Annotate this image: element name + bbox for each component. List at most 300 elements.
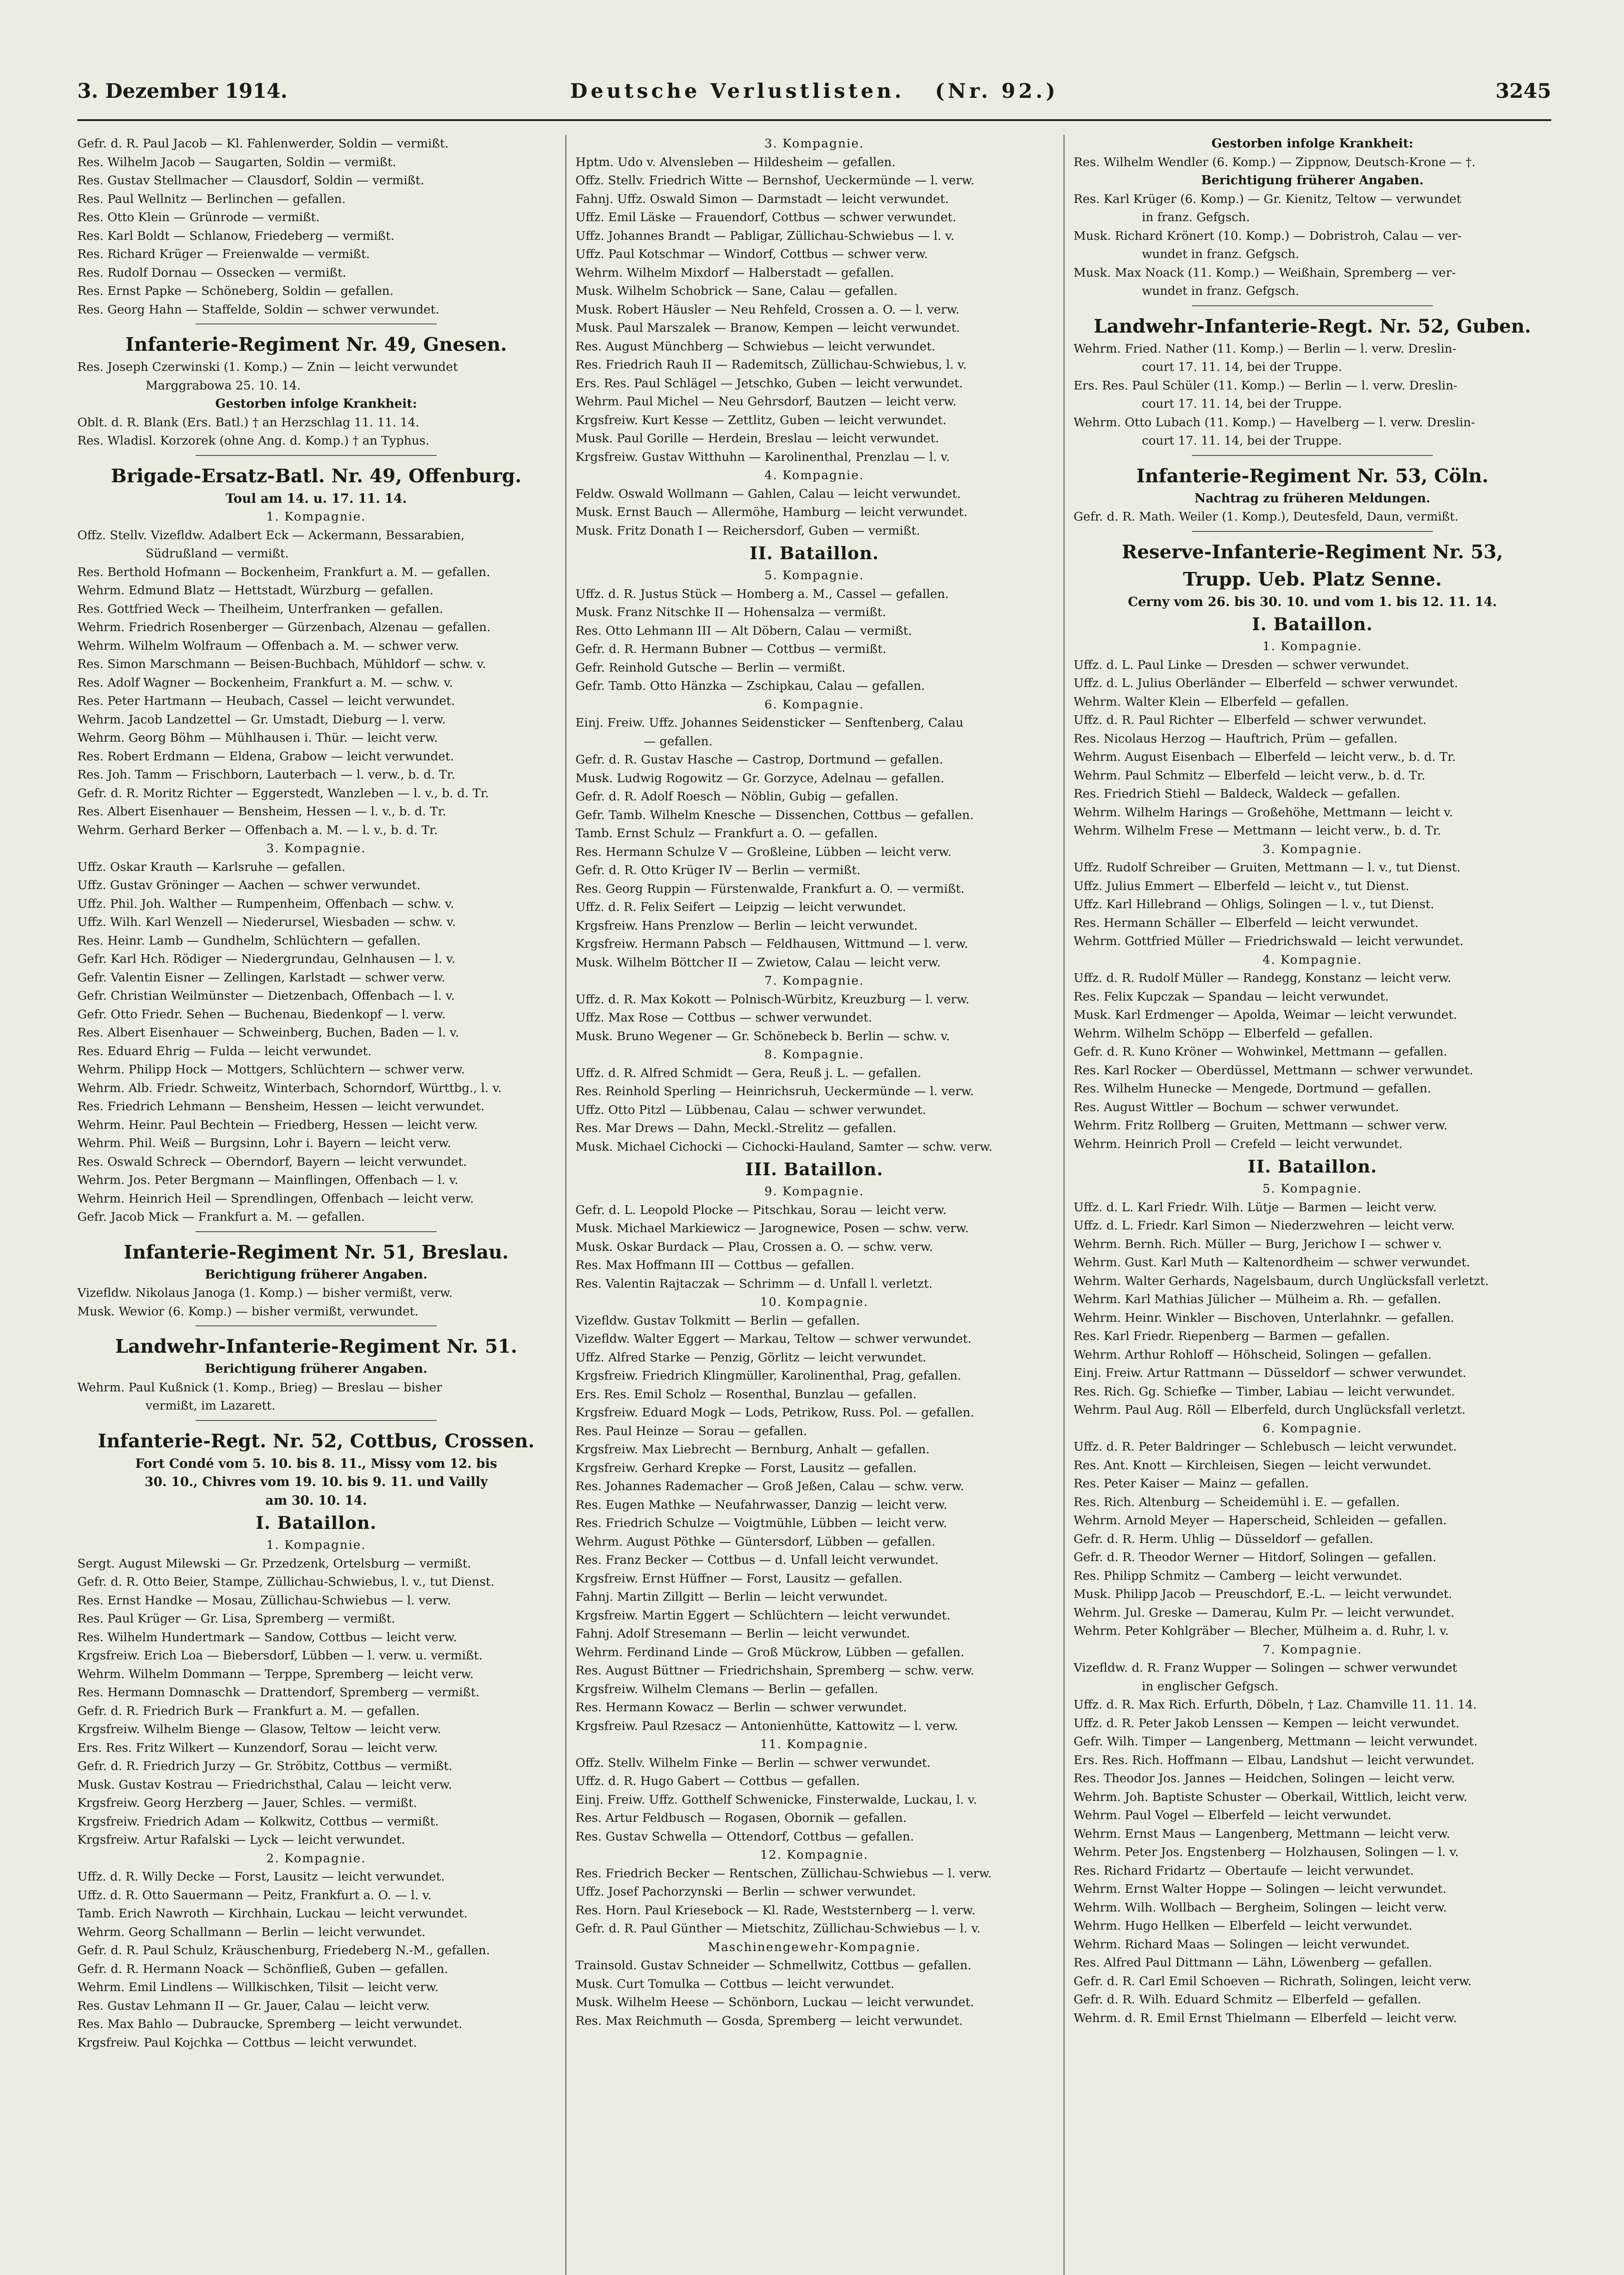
entry-line: Hptm. Udo v. Alvensleben — Hildesheim — gefallen.: [575, 155, 896, 169]
entry-line: Gefr. d. R. Otto Krüger IV — Berlin — vermißt.: [575, 863, 861, 877]
entry-line: Res. Horn. Paul Kriesebock — Kl. Rade, Weststernberg — l. verw.: [575, 1903, 976, 1917]
entry-line: Ers. Res. Paul Schüler (11. Komp.) — Berlin — l. verw. Dreslin-: [1074, 378, 1458, 393]
entry-line: Wehrm. Otto Lubach (11. Komp.) — Havelberg — l. verw. Dreslin-: [1074, 415, 1475, 430]
page-number: 3245: [1495, 80, 1551, 103]
entry-line: Krgsfreiw. Artur Rafalski — Lyck — leicht verwundet.: [77, 1833, 405, 1847]
entry-line: wundet in franz. Gefgsch.: [1142, 284, 1300, 298]
entry-line: Krgsfreiw. Eduard Mogk — Lods, Petrikow, Russ. Pol. — gefallen.: [575, 1405, 974, 1420]
entry-line: Wehrm. Jos. Peter Bergmann — Mainflingen, Offenbach — l. v.: [77, 1173, 459, 1187]
entry-line: Wehrm. Wilhelm Frese — Mettmann — leicht verw., b. d. Tr.: [1074, 824, 1442, 838]
section-note: Nachtrag zu früheren Meldungen.: [1194, 491, 1431, 506]
company-heading: 11. Kompagnie.: [760, 1737, 869, 1751]
entry-line: Uffz. d. R. Otto Sauermann — Peitz, Frankfurt a. O. — l. v.: [77, 1888, 432, 1902]
battle-dates: Cerny vom 26. bis 30. 10. und vom 1. bis 12. 11. 14.: [1128, 594, 1497, 609]
entry-line: Gefr. Karl Hch. Rödiger — Niedergrundau, Gelnhausen — l. v.: [77, 952, 455, 966]
entry-line: Marggrabowa 25. 10. 14.: [146, 378, 301, 393]
company-heading: 4. Kompagnie.: [1262, 952, 1362, 967]
entry-line: wundet in franz. Gefgsch.: [1142, 247, 1300, 261]
battalion-heading: I. Bataillon.: [1252, 614, 1373, 634]
entry-line: Vizefldw. Gustav Tolkmitt — Berlin — gefallen.: [575, 1313, 860, 1328]
entry-line: Res. Friedrich Becker — Rentschen, Züllichau-Schwiebus — l. verw.: [575, 1866, 992, 1881]
battle-dates: 30. 10., Chivres vom 19. 10. bis 9. 11. und Vailly: [144, 1474, 488, 1489]
entry-line: Oblt. d. R. Blank (Ers. Batl.) † an Herzschlag 11. 11. 14.: [77, 415, 419, 430]
entry-line: Gefr. d. R. Wilh. Eduard Schmitz — Elberfeld — gefallen.: [1074, 1992, 1422, 2007]
entry-line: Res. August Büttner — Friedrichshain, Spremberg — schw. verw.: [575, 1663, 975, 1678]
entry-line: Res. Wladisl. Korzorek (ohne Ang. d. Komp.) † an Typhus.: [77, 434, 429, 448]
entry-line: Wehrm. Joh. Baptiste Schuster — Oberkail, Wittlich, leicht verw.: [1074, 1790, 1468, 1804]
regiment-heading: Landwehr-Infanterie-Regt. Nr. 52, Guben.: [1094, 315, 1531, 337]
entry-line: Fahnj. Uffz. Oswald Simon — Darmstadt — leicht verwundet.: [575, 192, 949, 206]
section-rule: [1192, 531, 1433, 532]
entry-line: Res. Theodor Jos. Jannes — Heidchen, Solingen — leicht verw.: [1074, 1771, 1455, 1785]
company-heading: 5. Kompagnie.: [1262, 1182, 1362, 1196]
entry-line: Uffz. Oskar Krauth — Karlsruhe — gefallen.: [77, 859, 346, 874]
entry-line: Res. Karl Rocker — Oberdüssel, Mettmann — schwer verwundet.: [1074, 1063, 1473, 1077]
entry-line: Wehrm. Hugo Hellken — Elberfeld — leicht verwundet.: [1074, 1919, 1412, 1933]
entry-line: Uffz. d. L. Friedr. Karl Simon — Niederzwehren — leicht verw.: [1074, 1218, 1455, 1233]
company-heading: 1. Kompagnie.: [1262, 639, 1362, 653]
entry-line: Wehrm. Wilh. Wollbach — Bergheim, Solingen — leicht verw.: [1074, 1900, 1447, 1915]
entry-line: Gefr. d. R. Math. Weiler (1. Komp.), Deutesfeld, Daun, vermißt.: [1074, 510, 1459, 524]
company-heading: 7. Kompagnie.: [764, 974, 864, 988]
entry-line: Res. Hermann Schulze V — Großleine, Lübben — leicht verw.: [575, 844, 952, 859]
section-rule: [196, 1231, 437, 1232]
entry-line: Uffz. Max Rose — Cottbus — schwer verwundet.: [575, 1011, 873, 1025]
entry-line: Musk. Robert Häusler — Neu Rehfeld, Crossen a. O. — l. verw.: [575, 302, 960, 317]
regiment-heading: Infanterie-Regt. Nr. 52, Cottbus, Crossen.: [98, 1430, 535, 1452]
entry-line: Res. Ernst Papke — Schöneberg, Soldin — gefallen.: [77, 284, 394, 298]
entry-line: Wehrm. Phil. Weiß — Burgsinn, Lohr i. Bayern — leicht verw.: [77, 1136, 451, 1150]
entry-line: Gefr. d. R. Kuno Kröner — Wohwinkel, Mettmann — gefallen.: [1074, 1045, 1447, 1059]
entry-line: Wehrm. Wilhelm Mixdorf — Halberstadt — gefallen.: [575, 265, 894, 280]
entry-line: Res. Johannes Rademacher — Groß Jeßen, Calau — schw. verw.: [575, 1479, 964, 1493]
battalion-heading: I. Bataillon.: [256, 1512, 377, 1533]
entry-line: Res. Ernst Handke — Mosau, Züllichau-Schwiebus — l. verw.: [77, 1593, 451, 1608]
entry-line: Krgsfreiw. Georg Herzberg — Jauer, Schles. — vermißt.: [77, 1796, 418, 1810]
entry-line: Res. Rich. Gg. Schiefke — Timber, Labiau — leicht verwundet.: [1074, 1384, 1455, 1399]
entry-line: Res. Otto Klein — Grünrode — vermißt.: [77, 210, 320, 224]
entry-line: Res. Wilhelm Wendler (6. Komp.) — Zippnow, Deutsch-Krone — †.: [1074, 155, 1476, 169]
entry-line: Uffz. d. R. Alfred Schmidt — Gera, Reuß j. L. — gefallen.: [575, 1066, 922, 1080]
entry-line: Uffz. d. R. Felix Seifert — Leipzig — leicht verwundet.: [575, 900, 906, 914]
entry-line: Res. Max Bahlo — Dubraucke, Spremberg — leicht verwundet.: [77, 2017, 463, 2031]
entry-line: Res. Rich. Altenburg — Scheidemühl i. E. — gefallen.: [1074, 1495, 1400, 1509]
regiment-heading: Infanterie-Regiment Nr. 53, Cöln.: [1136, 465, 1489, 487]
entry-line: Krgsfreiw. Hans Prenzlow — Berlin — leicht verwundet.: [575, 918, 918, 933]
entry-line: Tamb. Ernst Schulz — Frankfurt a. O. — gefallen.: [575, 826, 878, 840]
entry-line: Wehrm. Heinrich Heil — Sprendlingen, Offenbach — leicht verw.: [77, 1191, 474, 1206]
entry-line: Res. Gustav Lehmann II — Gr. Jauer, Calau — leicht verw.: [77, 1998, 430, 2013]
entry-line: Krgsfreiw. Wilhelm Bienge — Glasow, Teltow — leicht verw.: [77, 1722, 441, 1736]
entry-line: Res. Joseph Czerwinski (1. Komp.) — Znin — leicht verwundet: [77, 360, 458, 374]
entry-line: Wehrm. Ernst Walter Hoppe — Solingen — leicht verwundet.: [1074, 1882, 1447, 1896]
entry-line: Musk. Michael Markiewicz — Jarognewice, Posen — schw. verw.: [575, 1221, 969, 1235]
company-heading: Maschinengewehr-Kompagnie.: [708, 1940, 921, 1954]
entry-line: Res. Ant. Knott — Kirchleisen, Siegen — leicht verwundet.: [1074, 1458, 1432, 1472]
entry-line: Gefr. d. R. Paul Jacob — Kl. Fahlenwerder, Soldin — vermißt.: [77, 136, 449, 151]
company-heading: 6. Kompagnie.: [764, 697, 864, 712]
company-heading: 3. Kompagnie.: [764, 136, 864, 151]
entry-line: Wehrm. Gottfried Müller — Friedrichswald — leicht verwundet.: [1074, 934, 1464, 948]
entry-line: Vizefldw. d. R. Franz Wupper — Solingen — schwer verwundet: [1074, 1661, 1458, 1675]
entry-line: Wehrm. Ernst Maus — Langenberg, Mettmann — leicht verw.: [1074, 1826, 1450, 1841]
entry-line: Uffz. Johannes Brandt — Pabligar, Züllichau-Schwiebus — l. v.: [575, 228, 955, 243]
entry-line: Res. Albert Eisenhauer — Bensheim, Hessen — l. v., b. d. Tr.: [77, 804, 446, 819]
entry-line: Krgsfreiw. Wilhelm Clemans — Berlin — gefallen.: [575, 1682, 878, 1696]
entry-line: Gefr. Tamb. Wilhelm Knesche — Dissenchen, Cottbus — gefallen.: [575, 808, 974, 822]
entry-line: Musk. Paul Gorille — Herdein, Breslau — leicht verwundet.: [575, 431, 939, 445]
entry-line: Wehrm. Heinr. Winkler — Bischoven, Unterlahnkr. — gefallen.: [1074, 1310, 1454, 1325]
entry-line: Musk. Fritz Donath I — Reichersdorf, Guben — vermißt.: [575, 523, 920, 538]
entry-line: Wehrm. Paul Aug. Röll — Elberfeld, durch Unglücksfall verletzt.: [1074, 1403, 1466, 1417]
entry-line: Wehrm. Alb. Friedr. Schweitz, Winterbach, Schorndorf, Württbg., l. v.: [77, 1081, 502, 1095]
entry-line: Gefr. d. R. Paul Schulz, Kräuschenburg, Friedeberg N.-M., gefallen.: [77, 1943, 490, 1957]
entry-line: Res. Adolf Wagner — Bockenheim, Frankfurt a. M. — schw. v.: [77, 675, 453, 690]
entry-line: Uffz. Josef Pachorzynski — Berlin — schwer verwundet.: [575, 1885, 916, 1899]
company-heading: 10. Kompagnie.: [760, 1295, 869, 1309]
entry-line: Gefr. d. R. Hermann Bubner — Cottbus — vermißt.: [575, 642, 887, 656]
entry-line: Res. Friedrich Schulze — Voigtmühle, Lübben — leicht verw.: [575, 1516, 947, 1530]
company-heading: 5. Kompagnie.: [764, 568, 864, 582]
entry-line: Res. Philipp Schmitz — Camberg — leicht verwundet.: [1074, 1568, 1402, 1583]
entry-line: Uffz. Alfred Starke — Penzig, Görlitz — leicht verwundet.: [575, 1350, 927, 1365]
entry-line: Res. Peter Hartmann — Heubach, Cassel — leicht verwundet.: [77, 694, 455, 708]
battalion-heading: II. Bataillon.: [749, 543, 879, 563]
entry-line: Res. Gottfried Weck — Theilheim, Unterfranken — gefallen.: [77, 602, 444, 616]
battle-dates: Fort Condé vom 5. 10. bis 8. 11., Missy vom 12. bis: [135, 1456, 497, 1471]
entry-line: Res. Wilhelm Hundertmark — Sandow, Cottbus — leicht verw.: [77, 1630, 457, 1644]
entry-line: Res. Paul Wellnitz — Berlinchen — gefallen.: [77, 192, 346, 206]
entry-line: Wehrm. Wilhelm Wolfraum — Offenbach a. M. — schwer verw.: [77, 638, 459, 653]
header-rule: [77, 119, 1551, 121]
company-heading: 7. Kompagnie.: [1262, 1642, 1362, 1657]
entry-line: Wehrm. Paul Michel — Neu Gehrsdorf, Bautzen — leicht verw.: [575, 394, 957, 409]
entry-line: in franz. Gefgsch.: [1142, 210, 1250, 224]
entry-line: Res. Karl Boldt — Schlanow, Friedeberg — vermißt.: [77, 228, 395, 243]
entry-line: Wehrm. Friedrich Rosenberger — Gürzenbach, Alzenau — gefallen.: [77, 620, 491, 634]
section-rule: [1192, 455, 1433, 456]
battle-dates: am 30. 10. 14.: [265, 1492, 367, 1508]
entry-line: Wehrm. Peter Kohlgräber — Blecher, Mülheim a. d. Ruhr, l. v.: [1074, 1624, 1449, 1638]
entry-line: Uffz. d. R. Rudolf Müller — Randegg, Konstanz — leicht verw.: [1074, 971, 1452, 985]
entry-line: Res. Wilhelm Jacob — Saugarten, Soldin — vermißt.: [77, 155, 396, 169]
entry-line: Wehrm. Georg Schallmann — Berlin — leicht verwundet.: [77, 1925, 426, 1939]
entry-line: Wehrm. Fritz Rollberg — Gruiten, Mettmann — schwer verw.: [1074, 1118, 1447, 1132]
entry-line: Res. Joh. Tamm — Frischborn, Lauterbach — l. verw., b. d. Tr.: [77, 768, 455, 782]
entry-line: Musk. Wilhelm Böttcher II — Zwietow, Calau — leicht verw.: [575, 955, 941, 970]
entry-line: Gefr. d. R. Carl Emil Schoeven — Richrath, Solingen, leicht verw.: [1074, 1974, 1472, 1988]
section-note: Gestorben infolge Krankheit:: [215, 397, 417, 411]
entry-line: Gefr. d. R. Friedrich Jurzy — Gr. Ströbitz, Cottbus — vermißt.: [77, 1759, 453, 1773]
entry-line: Musk. Karl Erdmenger — Apolda, Weimar — leicht verwundet.: [1074, 1008, 1458, 1022]
entry-line: Gefr. Christian Weilmünster — Dietzenbach, Offenbach — l. v.: [77, 989, 455, 1003]
entry-line: Uffz. Karl Hillebrand — Ohligs, Solingen — l. v., tut Dienst.: [1074, 897, 1434, 911]
entry-line: Musk. Franz Nitschke II — Hohensalza — vermißt.: [575, 605, 886, 619]
entry-line: Res. August Münchberg — Schwiebus — leicht verwundet.: [575, 339, 936, 354]
entry-line: Ers. Res. Paul Schlägel — Jetschko, Guben — leicht verwundet.: [575, 376, 963, 390]
regiment-heading: Infanterie-Regiment Nr. 51, Breslau.: [123, 1241, 509, 1263]
regiment-heading: Landwehr-Infanterie-Regiment Nr. 51.: [115, 1335, 518, 1357]
issue-date: 3. Dezember 1914.: [77, 80, 287, 103]
entry-line: Fahnj. Adolf Stresemann — Berlin — leicht verwundet.: [575, 1627, 910, 1641]
entry-line: Gefr. d. R. Paul Günther — Mietschitz, Züllichau-Schwiebus — l. v.: [575, 1921, 981, 1936]
entry-line: Res. Eugen Mathke — Neufahrwasser, Danzig — leicht verw.: [575, 1497, 948, 1512]
entry-line: Wehrm. Philipp Hock — Mottgers, Schlüchtern — schwer verw.: [77, 1062, 465, 1077]
entry-line: Gefr. Reinhold Gutsche — Berlin — vermißt.: [575, 660, 846, 675]
entry-line: Musk. Ernst Bauch — Allermöhe, Hamburg — leicht verwundet.: [575, 505, 968, 519]
entry-line: Res. Rudolf Dornau — Ossecken — vermißt.: [77, 265, 347, 280]
section-note: Gestorben infolge Krankheit:: [1211, 136, 1413, 151]
entry-line: Res. Peter Kaiser — Mainz — gefallen.: [1074, 1476, 1309, 1491]
entry-line: Res. Friedrich Rauh II — Rademitsch, Züllichau-Schwiebus, l. v.: [575, 358, 967, 372]
entry-line: Res. Hermann Kowacz — Berlin — schwer verwundet.: [575, 1700, 907, 1714]
entry-line: Uffz. d. R. Peter Baldringer — Schlebusch — leicht verwundet.: [1074, 1440, 1457, 1454]
entry-line: Vizefldw. Nikolaus Janoga (1. Komp.) — bisher vermißt, verw.: [77, 1286, 453, 1300]
entry-line: Gefr. d. L. Leopold Plocke — Pitschkau, Sorau — leicht verw.: [575, 1203, 947, 1217]
entry-line: Res. Reinhold Sperling — Heinrichsruh, Ueckermünde — l. verw.: [575, 1084, 974, 1098]
entry-line: Uffz. d. R. Paul Richter — Elberfeld — schwer verwundet.: [1074, 713, 1427, 727]
entry-line: Res. Gustav Stellmacher — Clausdorf, Soldin — vermißt.: [77, 173, 424, 187]
entry-line: Wehrm. Wilhelm Schöpp — Elberfeld — gefallen.: [1074, 1026, 1373, 1041]
column-right: [1074, 135, 1551, 2275]
entry-line: Krgsfreiw. Gustav Witthuhn — Karolinenthal, Prenzlau — l. v.: [575, 450, 950, 464]
entry-line: Res. Valentin Rajtaczak — Schrimm — d. Unfall l. verletzt.: [575, 1276, 933, 1291]
entry-line: Uffz. Paul Kotschmar — Windorf, Cottbus — schwer verw.: [575, 247, 928, 261]
entry-line: Wehrm. Ferdinand Linde — Groß Mückrow, Lübben — gefallen.: [575, 1645, 964, 1659]
entry-line: Wehrm. Paul Vogel — Elberfeld — leicht verwundet.: [1074, 1808, 1392, 1822]
entry-line: Musk. Bruno Wegener — Gr. Schönebeck b. Berlin — schw. v.: [575, 1029, 950, 1043]
entry-line: Uffz. Julius Emmert — Elberfeld — leicht v., tut Dienst.: [1074, 879, 1409, 893]
entry-line: Wehrm. Paul Schmitz — Elberfeld — leicht verw., b. d. Tr.: [1074, 768, 1426, 783]
column-divider: [565, 135, 566, 2275]
entry-line: Res. Simon Marschmann — Beisen-Buchbach, Mühldorf — schw. v.: [77, 657, 486, 671]
entry-line: Res. Max Hoffmann III — Cottbus — gefallen.: [575, 1258, 855, 1272]
entry-line: Uffz. d. R. Justus Stück — Homberg a. M., Cassel — gefallen.: [575, 586, 949, 601]
page-header: [77, 80, 1551, 111]
entry-line: vermißt, im Lazarett.: [146, 1399, 276, 1413]
company-heading: 6. Kompagnie.: [1262, 1421, 1362, 1436]
entry-line: Gefr. d. R. Friedrich Burk — Frankfurt a. M. — gefallen.: [77, 1704, 420, 1718]
issue-number: (Nr. 92.): [935, 80, 1059, 103]
entry-line: Wehrm. Edmund Blatz — Hettstadt, Würzburg — gefallen.: [77, 583, 434, 597]
entry-line: Wehrm. Emil Lindlens — Willkischken, Tilsit — leicht verw.: [77, 1980, 439, 1994]
entry-line: Musk. Oskar Burdack — Plau, Crossen a. O. — schw. verw.: [575, 1239, 933, 1254]
entry-line: Vizefldw. Walter Eggert — Markau, Teltow — schwer verwundet.: [575, 1332, 972, 1346]
entry-line: Gefr. d. R. Hermann Noack — Schönfließ, Guben — gefallen.: [77, 1962, 449, 1976]
entry-line: Offz. Stellv. Vizefldw. Adalbert Eck — Ackermann, Bessarabien,: [77, 528, 465, 542]
entry-line: Res. Artur Feldbusch — Rogasen, Obornik — gefallen.: [575, 1811, 907, 1825]
entry-line: Gefr. d. R. Adolf Roesch — Nöblin, Gubig — gefallen.: [575, 789, 899, 804]
entry-line: Wehrm. Bernh. Rich. Müller — Burg, Jerichow I — schwer v.: [1074, 1237, 1442, 1251]
entry-line: Einj. Freiw. Uffz. Johannes Seidensticker — Senftenberg, Calau: [575, 716, 963, 730]
column-middle: [575, 135, 1053, 2275]
entry-line: Res. Otto Lehmann III — Alt Döbern, Calau — vermißt.: [575, 623, 912, 638]
entry-line: Gefr. d. R. Gustav Hasche — Castrop, Dortmund — gefallen.: [575, 753, 943, 767]
entry-line: Trainsold. Gustav Schneider — Schmellwitz, Cottbus — gefallen.: [575, 1958, 972, 1972]
entry-line: Krgsfreiw. Friedrich Adam — Kolkwitz, Cottbus — vermißt.: [77, 1814, 439, 1829]
publication-title: [77, 80, 1551, 103]
entry-line: Gefr. Wilh. Timper — Langenberg, Mettmann — leicht verwundet.: [1074, 1734, 1478, 1749]
entry-line: Krgsfreiw. Paul Rzesacz — Antonienhütte, Kattowitz — l. verw.: [575, 1719, 958, 1733]
entry-line: Res. Paul Krüger — Gr. Lisa, Spremberg — vermißt.: [77, 1612, 395, 1626]
entry-line: Krgsfreiw. Max Liebrecht — Bernburg, Anhalt — gefallen.: [575, 1442, 930, 1456]
entry-line: Res. Hermann Domnaschk — Drattendorf, Spremberg — vermißt.: [77, 1685, 480, 1699]
entry-line: Res. Felix Kupczak — Spandau — leicht verwundet.: [1074, 989, 1389, 1004]
entry-line: Wehrm. Jul. Greske — Damerau, Kulm Pr. — leicht verwundet.: [1074, 1605, 1455, 1620]
entry-line: — gefallen.: [644, 734, 713, 748]
entry-line: Wehrm. Peter Jos. Engstenberg — Holzhausen, Solingen — l. v.: [1074, 1845, 1459, 1859]
entry-line: Res. Mar Drews — Dahn, Meckl.-Strelitz — gefallen.: [575, 1121, 897, 1135]
entry-line: Krgsfreiw. Friedrich Klingmüller, Karolinenthal, Prag, gefallen.: [575, 1369, 962, 1383]
entry-line: Wehrm. Gust. Karl Muth — Kaltenordheim — schwer verwundet.: [1074, 1255, 1470, 1269]
entry-line: Uffz. Gustav Gröninger — Aachen — schwer verwundet.: [77, 878, 421, 892]
entry-line: Musk. Wilhelm Heese — Schönborn, Luckau — leicht verwundet.: [575, 1995, 974, 2009]
entry-line: Uffz. d. L. Paul Linke — Dresden — schwer verwundet.: [1074, 657, 1409, 672]
entry-line: court 17. 11. 14, bei der Truppe.: [1142, 360, 1342, 374]
entry-line: Uffz. Wilh. Karl Wenzell — Niederursel, Wiesbaden — schw. v.: [77, 915, 456, 929]
entry-line: Südrußland — vermißt.: [146, 546, 289, 561]
entry-line: Res. Franz Becker — Cottbus — d. Unfall leicht verwundet.: [575, 1553, 939, 1567]
company-heading: 3. Kompagnie.: [1262, 842, 1362, 856]
entry-line: Krgsfreiw. Gerhard Krepke — Forst, Lausitz — gefallen.: [575, 1461, 917, 1475]
entry-line: Musk. Max Noack (11. Komp.) — Weißhain, Spremberg — ver-: [1074, 265, 1456, 280]
entry-line: Uffz. d. R. Peter Jakob Lenssen — Kempen — leicht verwundet.: [1074, 1716, 1460, 1730]
entry-line: Offz. Stellv. Wilhelm Finke — Berlin — schwer verwundet.: [575, 1755, 931, 1770]
entry-line: Wehrm. Gerhard Berker — Offenbach a. M. — l. v., b. d. Tr.: [77, 823, 438, 837]
entry-line: Uffz. Otto Pitzl — Lübbenau, Calau — schwer verwundet.: [575, 1102, 926, 1117]
entry-line: Uffz. d. R. Max Kokott — Polnisch-Würbitz, Kreuzburg — l. verw.: [575, 992, 969, 1006]
entry-line: Wehrm. Heinrich Proll — Crefeld — leicht verwundet.: [1074, 1137, 1403, 1151]
entry-line: Wehrm. Jacob Landzettel — Gr. Umstadt, Dieburg — l. verw.: [77, 712, 446, 727]
column-left: [77, 135, 555, 2275]
battalion-heading: III. Bataillon.: [745, 1159, 883, 1179]
regiment-heading: Trupp. Ueb. Platz Senne.: [1183, 568, 1442, 590]
entry-line: Res. Hermann Schäller — Elberfeld — leicht verwundet.: [1074, 915, 1419, 930]
company-heading: 1. Kompagnie.: [266, 1538, 366, 1552]
entry-line: court 17. 11. 14, bei der Truppe.: [1142, 397, 1342, 411]
entry-line: Ers. Res. Emil Scholz — Rosenthal, Bunzlau — gefallen.: [575, 1387, 917, 1401]
entry-line: Musk. Wewior (6. Komp.) — bisher vermißt, verwundet.: [77, 1304, 419, 1319]
section-note: Berichtigung früherer Angaben.: [205, 1267, 428, 1282]
entry-line: Gefr. Otto Friedr. Sehen — Buchenau, Biedenkopf — l. verw.: [77, 1007, 446, 1021]
entry-line: Krgsfreiw. Hermann Pabsch — Feldhausen, Wittmund — l. verw.: [575, 937, 968, 951]
section-rule: [196, 1325, 437, 1326]
entry-line: Res. Georg Ruppin — Fürstenwalde, Frankfurt a. O. — vermißt.: [575, 881, 965, 896]
entry-line: Uffz. d. R. Willy Decke — Forst, Lausitz — leicht verwundet.: [77, 1870, 445, 1884]
entry-line: court 17. 11. 14, bei der Truppe.: [1142, 434, 1342, 448]
battalion-heading: II. Bataillon.: [1247, 1156, 1377, 1177]
entry-line: Wehrm. Fried. Nather (11. Komp.) — Berlin — l. verw. Dreslin-: [1074, 341, 1457, 356]
entry-line: Wehrm. Walter Gerhards, Nagelsbaum, durch Unglücksfall verletzt.: [1074, 1274, 1489, 1288]
entry-line: Musk. Paul Marszalek — Branow, Kempen — leicht verwundet.: [575, 321, 960, 335]
entry-line: Gefr. d. R. Theodor Werner — Hitdorf, Solingen — gefallen.: [1074, 1550, 1437, 1564]
entry-line: Musk. Gustav Kostrau — Friedrichsthal, Calau — leicht verw.: [77, 1777, 452, 1792]
section-note: Berichtigung früherer Angaben.: [205, 1362, 428, 1376]
entry-line: Gefr. d. R. Otto Beier, Stampe, Züllichau-Schwiebus, l. v., tut Dienst.: [77, 1575, 494, 1589]
entry-line: Ers. Res. Fritz Wilkert — Kunzendorf, Sorau — leicht verw.: [77, 1740, 438, 1755]
entry-line: Uffz. Rudolf Schreiber — Gruiten, Mettmann — l. v., tut Dienst.: [1074, 860, 1461, 875]
entry-line: Offz. Stellv. Friedrich Witte — Bernshof, Ueckermünde — l. verw.: [575, 173, 975, 187]
entry-line: Wehrm. Arthur Rohloff — Höhscheid, Solingen — gefallen.: [1074, 1347, 1432, 1362]
entry-line: Res. Albert Eisenhauer — Schweinberg, Buchen, Baden — l. v.: [77, 1026, 459, 1040]
entry-line: Wehrm. Wilhelm Harings — Großehöhe, Mettmann — leicht v.: [1074, 805, 1453, 819]
entry-line: Einj. Freiw. Artur Rattmann — Düsseldorf — schwer verwundet.: [1074, 1366, 1467, 1380]
entry-line: Res. Karl Krüger (6. Komp.) — Gr. Kienitz, Teltow — verwundet: [1074, 192, 1462, 206]
entry-line: Res. Oswald Schreck — Oberndorf, Bayern — leicht verwundet.: [77, 1154, 467, 1169]
company-heading: 3. Kompagnie.: [266, 841, 366, 855]
section-rule: [196, 1420, 437, 1421]
entry-line: Fahnj. Martin Zillgitt — Berlin — leicht verwundet.: [575, 1590, 888, 1604]
section-rule: [1192, 305, 1433, 306]
entry-line: Feldw. Oswald Wollmann — Gahlen, Calau — leicht verwundet.: [575, 486, 961, 501]
entry-line: Uffz. d. L. Julius Oberländer — Elberfeld — schwer verwundet.: [1074, 676, 1458, 690]
entry-line: Musk. Philipp Jacob — Preuschdorf, E.-L. — leicht verwundet.: [1074, 1587, 1453, 1601]
entry-line: Res. Richard Krüger — Freienwalde — vermißt.: [77, 247, 370, 261]
entry-line: Res. Karl Friedr. Riepenberg — Barmen — gefallen.: [1074, 1329, 1390, 1343]
company-heading: 2. Kompagnie.: [266, 1851, 366, 1866]
entry-line: Wehrm. d. R. Emil Ernst Thielmann — Elberfeld — leicht verw.: [1074, 2011, 1457, 2025]
entry-line: Res. Richard Fridartz — Obertaufe — leicht verwundet.: [1074, 1863, 1414, 1878]
entry-line: Wehrm. August Eisenbach — Elberfeld — leicht verw., b. d. Tr.: [1074, 750, 1456, 764]
entry-line: Wehrm. Wilhelm Dommann — Terppe, Spremberg — leicht verw.: [77, 1667, 474, 1681]
entry-line: Uffz. Phil. Joh. Walther — Rumpenheim, Offenbach — schw. v.: [77, 896, 454, 911]
company-heading: 1. Kompagnie.: [266, 510, 366, 524]
entry-line: Res. Friedrich Stiehl — Baldeck, Waldeck — gefallen.: [1074, 787, 1401, 801]
entry-line: Res. Wilhelm Hunecke — Mengede, Dortmund — gefallen.: [1074, 1082, 1431, 1096]
entry-line: Res. Georg Hahn — Staffelde, Soldin — schwer verwundet.: [77, 302, 439, 317]
entry-line: Res. Berthold Hofmann — Bockenheim, Frankfurt a. M. — gefallen.: [77, 565, 490, 579]
section-rule: [196, 455, 437, 456]
company-heading: 4. Kompagnie.: [764, 468, 864, 482]
entry-line: in englischer Gefgsch.: [1142, 1679, 1279, 1694]
entry-line: Wehrm. Paul Kußnick (1. Komp., Brieg) — Breslau — bisher: [77, 1380, 442, 1395]
regiment-heading: Brigade-Ersatz-Batl. Nr. 49, Offenburg.: [111, 465, 522, 487]
entry-line: Musk. Michael Cichocki — Cichocki-Hauland, Samter — schw. verw.: [575, 1139, 993, 1154]
entry-line: Uffz. d. R. Hugo Gabert — Cottbus — gefallen.: [575, 1774, 860, 1788]
entry-line: Krgsfreiw. Ernst Hüffner — Forst, Lausitz — gefallen.: [575, 1571, 903, 1586]
entry-line: Musk. Curt Tomulka — Cottbus — leicht verwundet.: [575, 1977, 895, 1991]
entry-line: Musk. Ludwig Rogowitz — Gr. Gorzyce, Adelnau — gefallen.: [575, 771, 944, 785]
company-heading: 9. Kompagnie.: [764, 1184, 864, 1198]
entry-line: Res. Alfred Paul Dittmann — Lähn, Löwenberg — gefallen.: [1074, 1956, 1432, 1970]
company-heading: 8. Kompagnie.: [764, 1047, 864, 1062]
entry-line: Wehrm. Arnold Meyer — Haperscheid, Schleiden — gefallen.: [1074, 1513, 1447, 1527]
entry-line: Res. Gustav Schwella — Ottendorf, Cottbus — gefallen.: [575, 1829, 914, 1844]
entry-line: Wehrm. Heinr. Paul Bechtein — Friedberg, Hessen — leicht verw.: [77, 1117, 478, 1132]
entry-line: Uffz. d. L. Karl Friedr. Wilh. Lütje — Barmen — leicht verw.: [1074, 1200, 1437, 1214]
entry-line: Wehrm. Karl Mathias Jülicher — Mülheim a. Rh. — gefallen.: [1074, 1292, 1442, 1306]
company-heading: 12. Kompagnie.: [760, 1848, 869, 1862]
battle-dates: Toul am 14. u. 17. 11. 14.: [225, 490, 407, 506]
entry-line: Res. Eduard Ehrig — Fulda — leicht verwundet.: [77, 1044, 372, 1058]
entry-line: Gefr. d. R. Herm. Uhlig — Düsseldorf — gefallen.: [1074, 1532, 1373, 1546]
entry-line: Krgsfreiw. Martin Eggert — Schlüchtern — leicht verwundet.: [575, 1608, 951, 1623]
entry-line: Tamb. Erich Nawroth — Kirchhain, Luckau — leicht verwundet.: [77, 1906, 468, 1921]
entry-line: Gefr. Jacob Mick — Frankfurt a. M. — gefallen.: [77, 1210, 365, 1224]
entry-line: Krgsfreiw. Erich Loa — Biebersdorf, Lübben — l. verw. u. vermißt.: [77, 1648, 483, 1663]
entry-line: Gefr. Tamb. Otto Hänzka — Zschipkau, Calau — gefallen.: [575, 679, 925, 693]
regiment-heading: Reserve-Infanterie-Regiment Nr. 53,: [1121, 541, 1503, 563]
entry-line: Sergt. August Milewski — Gr. Przedzenk, Ortelsburg — vermißt.: [77, 1556, 471, 1571]
entry-line: Uffz. Emil Läske — Frauendorf, Cottbus — schwer verwundet.: [575, 210, 957, 224]
entry-line: Gefr. Valentin Eisner — Zellingen, Karlstadt — schwer verw.: [77, 970, 445, 985]
entry-line: Res. August Wittler — Bochum — schwer verwundet.: [1074, 1100, 1399, 1114]
section-note: Berichtigung früherer Angaben.: [1201, 173, 1424, 187]
entry-line: Res. Paul Heinze — Sorau — gefallen.: [575, 1424, 807, 1438]
entry-line: Krgsfreiw. Paul Kojchka — Cottbus — leicht verwundet.: [77, 2035, 417, 2050]
entry-line: Res. Max Reichmuth — Gosda, Spremberg — leicht verwundet.: [575, 2013, 963, 2028]
entry-line: Uffz. d. R. Max Rich. Erfurth, Döbeln, † Laz. Chamville 11. 11. 14.: [1074, 1698, 1477, 1712]
